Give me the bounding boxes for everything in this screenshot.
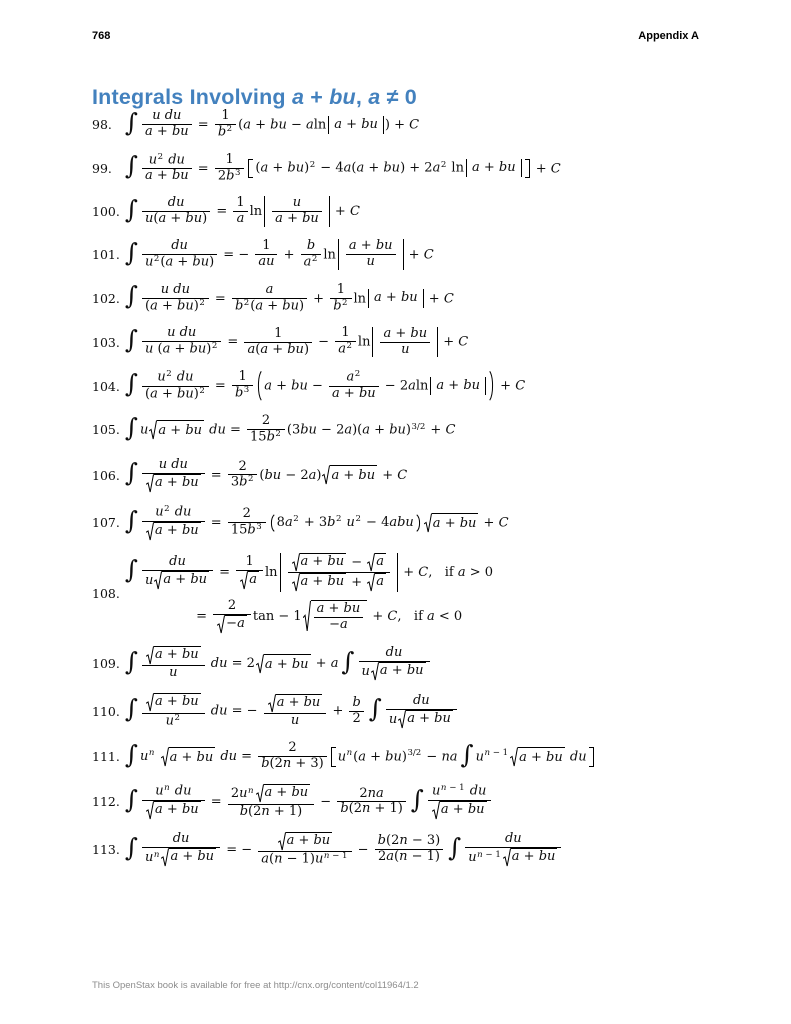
formula-number: 112. (92, 794, 120, 810)
page-title: Integrals Involving a + bu, a ≠ 0 (92, 85, 417, 110)
formula-row (92, 456, 761, 495)
page-number: 768 (92, 30, 111, 42)
integral-sign: ∫ (125, 555, 139, 585)
radical-icon (149, 420, 157, 440)
integral-sign: ∫ (125, 458, 139, 488)
formula-math: ∫ $\frac{\text{u du}}{a + bu}$ = $\frac{2}{3b2}$ (bu − 2a) a + bu + C (122, 456, 407, 495)
integral-sign: ∫ (125, 107, 139, 137)
formula-math: ∫ $\frac{a + bu}{u2}$ du = − $\frac{a + bu}{u}$ + $\frac{b}{2}$ ∫ du u a + bu (122, 691, 459, 731)
formula-number: 98. (92, 117, 112, 133)
formula-row (92, 739, 761, 774)
integral-sign: ∫ (125, 646, 139, 676)
formula-row (92, 412, 761, 448)
radical-icon (432, 801, 440, 820)
header-section-label: Appendix A (638, 30, 699, 42)
integral-sign: ∫ (125, 505, 139, 535)
radical-icon (303, 600, 311, 633)
right-paren-glyph (416, 514, 422, 532)
formula-math: ∫ $\frac{du}{u(a + bu)}$ = $\frac{1}{a}$ ln $\frac{u}{a + bu}$ + C (125, 194, 360, 227)
formula-number: 109. (92, 656, 120, 672)
integral-sign: ∫ (125, 281, 139, 311)
formula-number: 113. (92, 842, 120, 858)
radical-icon (292, 553, 300, 572)
formula-row (92, 237, 761, 273)
integral-sign: ∫ (341, 646, 355, 676)
formula-row (92, 107, 761, 143)
integral-sign: ∫ (460, 739, 474, 769)
formula-row (92, 782, 761, 822)
radical-icon (146, 693, 154, 712)
formula-math: ∫ u a + bu du = $\frac{2}{15b2}$ (3bu − 2a)(a + bu)3/2 + C (125, 412, 456, 445)
formula-row (92, 644, 761, 683)
integral-sign: ∫ (125, 237, 139, 267)
radical-icon (256, 784, 264, 803)
formula-row (92, 324, 761, 360)
integral-sign: ∫ (125, 412, 139, 442)
integral-sign: ∫ (410, 784, 424, 814)
radical-icon (146, 522, 154, 541)
radical-icon (398, 710, 406, 729)
radical-icon (154, 571, 162, 590)
radical-icon (367, 573, 375, 592)
radical-icon (256, 654, 264, 674)
formula-number: 105. (92, 422, 120, 438)
formula-row (92, 691, 761, 731)
formula-row (92, 830, 761, 870)
formula-row (92, 551, 761, 637)
radical-icon (424, 513, 432, 533)
formula-number: 99. (92, 160, 112, 176)
right-paren-glyph (489, 370, 495, 402)
integral-sign: ∫ (448, 832, 462, 862)
formula-number: 102. (92, 290, 120, 306)
formula-math: ∫ $\frac{du}{u2(a + bu)}$ = − $\frac{1}{au}$ + $\frac{b}{a2}$ ln $\frac{a + bu}{u}$ + C (125, 237, 434, 270)
formula-row (92, 194, 761, 229)
formula-math: ∫ $\frac{a + bu}{u}$ du = 2 a + bu + a ∫ du u a + bu (122, 644, 432, 683)
formula-number: 108. (92, 585, 120, 601)
formula-math: ∫ $\frac{\text{u du}}{u (a + bu)2}$ = $\frac{1}{a(a + bu)}$ − $\frac{1}{a2}$ ln $\frac{a + bu}{u}$ + C (125, 325, 469, 357)
integral-table (92, 107, 761, 878)
formula-math: ∫ $\frac{u2 du}{a + bu}$ = $\frac{2}{15b3}$ 8a2 + 3b2 u2 − 4abu a + bu + C (122, 503, 509, 543)
footer-text: This OpenStax book is available for free at http://cnx.org/content/col11964/1.2 (92, 980, 419, 991)
integral-sign: ∫ (125, 369, 139, 398)
formula-math: ∫ $\frac{\text{un du}}{a + bu}$ = 2un a + bu b(2n + 1) − $\frac{2na}{b(2n + 1)}$ ∫ $\frac{un - 1 du}{a + bu}$ (122, 782, 493, 822)
formula-number: 106. (92, 467, 120, 483)
radical-icon (367, 553, 375, 572)
integral-sign: ∫ (125, 151, 139, 181)
formula-number: 103. (92, 334, 120, 350)
integral-sign: ∫ (125, 832, 139, 862)
radical-icon (268, 694, 276, 713)
radical-icon (292, 573, 300, 592)
formula-number: 107. (92, 515, 120, 531)
radical-icon (161, 747, 169, 767)
page-header (92, 30, 699, 42)
radical-icon (322, 465, 330, 485)
radical-icon (146, 801, 154, 820)
formula-number: 101. (92, 247, 120, 263)
formula-number: 100. (92, 204, 120, 220)
radical-icon (161, 848, 169, 867)
radical-icon (146, 474, 154, 493)
formula-number: 104. (92, 378, 120, 394)
radical-icon (503, 848, 511, 867)
radical-icon (146, 646, 154, 665)
radical-icon (240, 571, 248, 590)
formula-math: ∫ $\frac{u2 du}{a + bu}$ = $\frac{1}{2b3}$ (a + bu)2 − 4a(a + bu) + 2a2 ln a + bu + C (125, 151, 561, 184)
integral-sign: ∫ (368, 694, 382, 724)
integral-sign: ∫ (125, 739, 139, 769)
integral-sign: ∫ (125, 694, 139, 724)
formula-row (92, 503, 761, 543)
formula-math: ∫ du u a + bu = $\frac{1}{a}$ ln a + bu − a a + bu + a + C, if a > 0 = $\frac{2}{-a}$ tan − 1 $\frac{a + bu}{-a}$ + C, if a < 0 (122, 551, 493, 637)
formula-math: ∫ $\frac{u2 du}{(a + bu)2}$ = $\frac{1}{b3}$ a + bu − $\frac{a2}{a + bu}$ − 2aln a + bu + C (125, 368, 526, 402)
formula-row (92, 281, 761, 317)
radical-icon (371, 662, 379, 681)
formula-row (92, 151, 761, 187)
integral-sign: ∫ (125, 325, 139, 355)
formula-math: ∫ un a + bu du = $\frac{2}{b(2n + 3)}$ un(a + bu)3/2 − na ∫ un − 1 a + bu du (122, 739, 596, 774)
formula-math: ∫ $\frac{\text{u du}}{(a + bu)2}$ = $\frac{a}{b2(a + bu)}$ + $\frac{1}{b2}$ ln a + bu + C (125, 281, 454, 314)
formula-math: ∫ du un a + bu = − $\frac{a + bu}{a(n - 1)un - 1}$ − $\frac{b(2n - 3)}{2a(n - 1)}$ ∫ du un − 1 a + bu (122, 830, 563, 870)
formula-number: 110. (92, 703, 120, 719)
integral-sign: ∫ (125, 194, 139, 224)
formula-row (92, 368, 761, 404)
radical-icon (510, 747, 518, 767)
radical-icon (217, 615, 225, 634)
integral-sign: ∫ (125, 784, 139, 814)
radical-icon (278, 832, 286, 851)
formula-math: ∫ $\frac{\text{u du}}{a + bu}$ = $\frac{1}{b2}$ (a + bu − aln a + bu ) + C (125, 107, 420, 140)
formula-number: 111. (92, 749, 120, 765)
